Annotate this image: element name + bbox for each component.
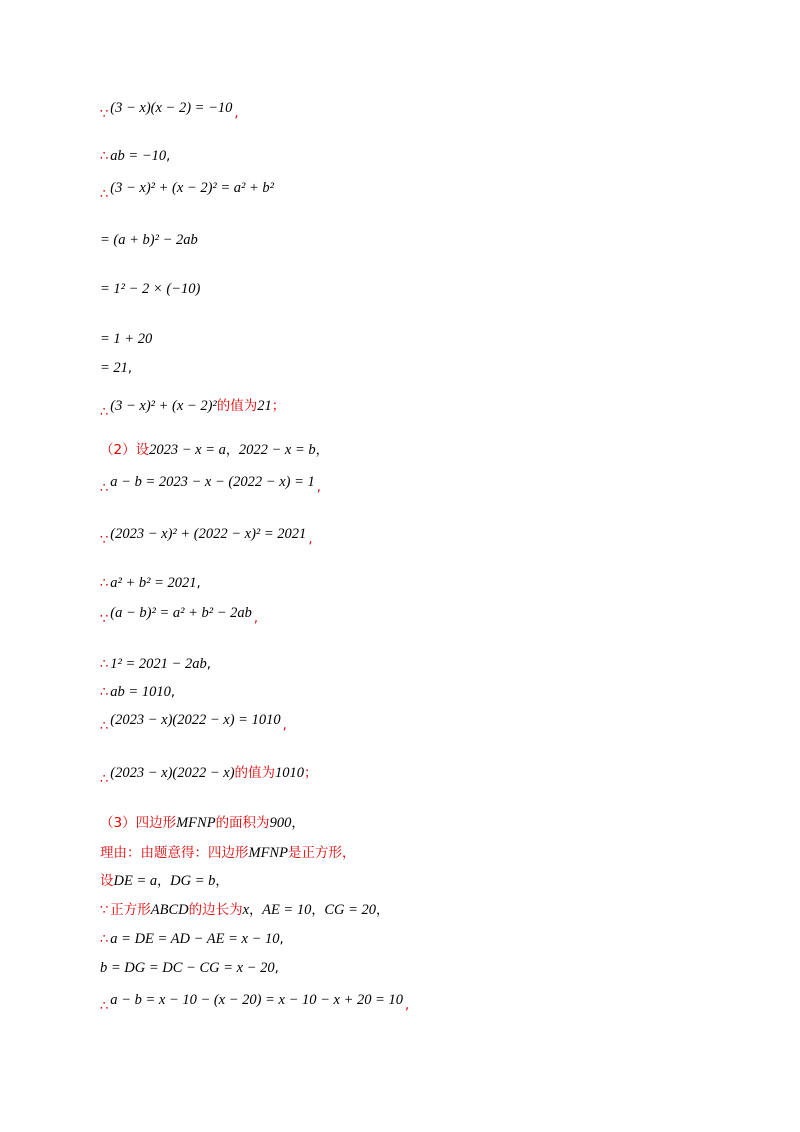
math-expression: 2022 − x = b	[238, 442, 316, 458]
comma: ,	[253, 611, 259, 626]
math-expression: (2023 − x)(2022 − x) = 1010	[110, 712, 281, 728]
line-22	[100, 929, 284, 950]
therefore-symbol: ∴	[100, 772, 109, 787]
line-9	[100, 440, 329, 461]
therefore-symbol: ∴	[100, 685, 109, 700]
red-text: 的面积为	[215, 815, 270, 831]
comma: ,	[274, 961, 279, 976]
therefore-symbol: ∴	[100, 405, 109, 420]
punct: ，	[225, 443, 239, 458]
red-text: 正方形	[110, 902, 151, 918]
math-value: 21	[257, 398, 272, 414]
line-5	[100, 279, 200, 299]
math-expression: DE = a	[113, 873, 158, 889]
punct: ，	[376, 903, 390, 918]
punct: ，	[157, 874, 171, 889]
therefore-symbol: ∴	[100, 187, 109, 202]
comma: ,	[234, 106, 239, 121]
line-4	[100, 230, 198, 250]
comma: ,	[279, 932, 284, 947]
math-expression: CG = 20	[324, 902, 377, 918]
math-expression: DG = b	[170, 873, 216, 889]
math-expression: (a − b)² = a² + b² − 2ab	[110, 605, 252, 621]
line-6	[100, 329, 152, 349]
therefore-symbol: ∴	[100, 719, 109, 734]
line-1	[100, 98, 239, 122]
red-punct: ；	[271, 398, 286, 414]
math-expression: (3 − x)² + (x − 2)²	[110, 398, 217, 414]
math-expression: 1² = 2021 − 2ab	[110, 656, 207, 672]
red-text: 设	[100, 873, 114, 889]
reason-text: 理由：由题意得：四边形	[100, 845, 249, 861]
line-14	[100, 654, 211, 675]
because-symbol: ∵	[100, 107, 109, 122]
part-label: （3）四边形	[100, 815, 177, 831]
therefore-symbol: ∴	[100, 999, 109, 1014]
math-expression: AE = 10	[262, 902, 312, 918]
math-expression: = 21	[100, 360, 128, 376]
red-text: 是正方形，	[287, 845, 356, 861]
therefore-symbol: ∴	[100, 481, 109, 496]
therefore-symbol: ∴	[100, 576, 109, 591]
math-expression: MFNP	[176, 815, 216, 831]
therefore-symbol: ∴	[100, 932, 109, 947]
math-expression: a − b = x − 10 − (x − 20) = x − 10 − x + 20 = 10	[110, 992, 404, 1008]
line-24	[100, 990, 410, 1014]
math-value: 1010	[275, 765, 305, 781]
line-13	[100, 603, 259, 627]
line-3	[100, 178, 275, 202]
punct: ，	[315, 443, 329, 458]
comma: ,	[166, 149, 171, 164]
line-8	[100, 396, 286, 420]
line-7	[100, 358, 132, 379]
math-expression: = 1 + 20	[100, 331, 153, 347]
math-expression: = 1² − 2 × (−10)	[100, 281, 201, 297]
math-expression: ab = −10	[110, 148, 167, 164]
math-expression: MFNP	[248, 845, 288, 861]
line-10	[100, 472, 321, 496]
because-symbol: ∵	[100, 612, 109, 627]
math-expression: (2023 − x)² + (2022 − x)² = 2021	[110, 526, 307, 542]
math-expression: (3 − x)² + (x − 2)² = a² + b²	[110, 180, 275, 196]
math-expression: ab = 1010	[110, 684, 171, 700]
comma: ,	[308, 532, 313, 547]
line-21	[100, 900, 389, 921]
math-expression: a = DE = AD − AE = x − 10	[110, 931, 280, 947]
line-15	[100, 682, 175, 703]
red-text: 的边长为	[188, 902, 243, 918]
math-expression: ABCD	[150, 902, 189, 918]
math-expression: a² + b² = 2021	[110, 575, 197, 591]
math-expression: b = DG = DC − CG = x − 20	[100, 960, 275, 976]
line-17	[100, 763, 318, 787]
comma: ,	[170, 685, 175, 700]
punct: ，	[311, 903, 325, 918]
math-expression: (2023 − x)(2022 − x)	[110, 765, 235, 781]
part-label: （2）设	[100, 442, 150, 458]
therefore-symbol: ∴	[100, 149, 109, 164]
comma: ,	[316, 480, 321, 495]
comma: ,	[282, 718, 287, 733]
line-11	[100, 524, 313, 548]
line-18	[100, 813, 304, 834]
math-expression: a − b = 2023 − x − (2022 − x) = 1	[110, 474, 315, 490]
punct: ，	[215, 874, 229, 889]
because-symbol: ∵	[100, 903, 109, 918]
because-symbol: ∵	[100, 533, 109, 548]
comma: ,	[196, 576, 201, 591]
line-2	[100, 146, 170, 167]
math-value: 900	[269, 815, 292, 831]
punct: ，	[249, 903, 263, 918]
therefore-symbol: ∴	[100, 657, 109, 672]
math-expression: (3 − x)(x − 2) = −10	[110, 100, 233, 116]
line-12	[100, 573, 201, 594]
punct: ，	[291, 816, 305, 831]
math-expression: 2023 − x = a	[149, 442, 226, 458]
math-value: x	[242, 902, 250, 918]
red-text: 的值为	[234, 765, 276, 781]
line-16	[100, 710, 287, 734]
comma: ,	[405, 998, 410, 1013]
line-20	[100, 871, 228, 892]
comma: ,	[206, 657, 211, 672]
math-expression: = (a + b)² − 2ab	[100, 232, 198, 248]
line-23	[100, 958, 279, 979]
red-text: 的值为	[216, 398, 258, 414]
comma: ,	[127, 361, 133, 376]
red-punct: ；	[304, 765, 318, 781]
line-19	[100, 843, 355, 863]
